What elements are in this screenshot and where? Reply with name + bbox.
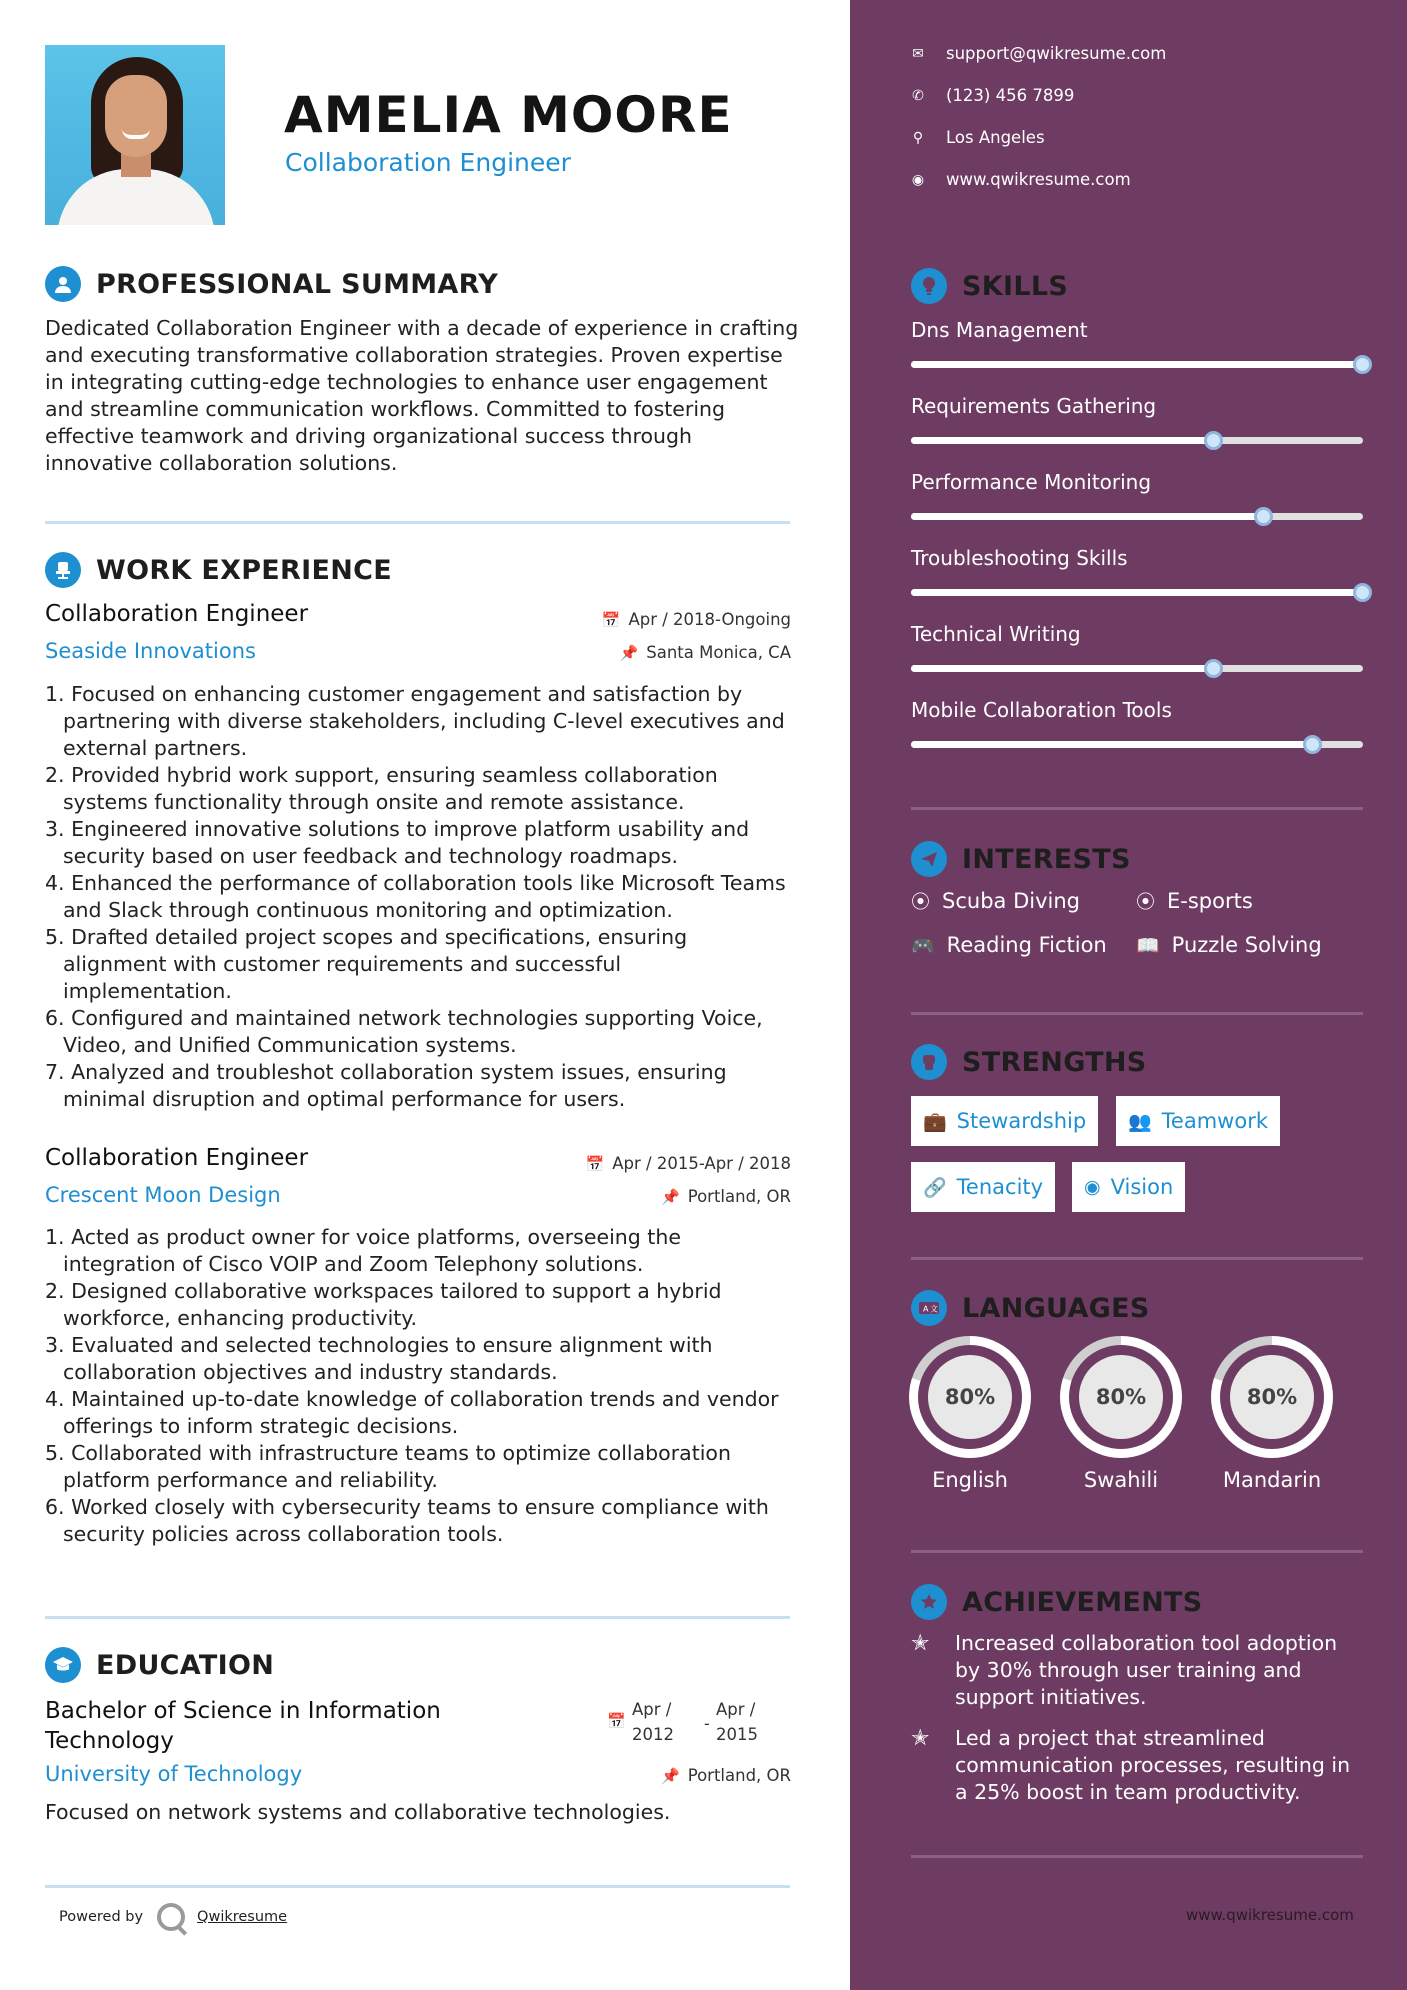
achievement-item: ✭ Increased collaboration tool adoption by 30% through user training and support initiatives. bbox=[911, 1631, 1338, 1709]
svg-text:文: 文 bbox=[930, 1304, 938, 1314]
pin-icon: 📌 bbox=[661, 1187, 680, 1206]
graduation-icon bbox=[45, 1647, 81, 1683]
skill-label: Technical Writing bbox=[911, 622, 1081, 646]
divider bbox=[45, 521, 790, 524]
candidate-name: AMELIA MOORE bbox=[284, 86, 733, 144]
degree: Bachelor of Science in Information Technology bbox=[45, 1698, 441, 1754]
lightbulb-icon bbox=[911, 268, 947, 304]
contact-website[interactable]: ◉ www.qwikresume.com bbox=[911, 170, 1131, 189]
fist-icon bbox=[911, 1044, 947, 1080]
skill-bar-knob bbox=[1353, 355, 1372, 374]
interests-title: INTERESTS bbox=[962, 843, 1131, 875]
qwikresume-logo-icon bbox=[157, 1903, 185, 1931]
skill-bar-knob bbox=[1204, 431, 1223, 450]
interests-heading bbox=[911, 841, 1131, 877]
brand-link[interactable]: Qwikresume bbox=[197, 1909, 288, 1925]
job-date: 📅 Apr / 2015-Apr / 2018 bbox=[585, 1154, 791, 1173]
job-company: Crescent Moon Design bbox=[45, 1183, 281, 1207]
link-icon: 🔗 bbox=[923, 1176, 947, 1199]
job-title: Collaboration Engineer bbox=[45, 1145, 309, 1171]
list-item: 2. Designed collaborative workspaces tailored to support a hybrid workforce, enhancing productivity. bbox=[45, 1279, 722, 1330]
languages-heading bbox=[911, 1290, 1150, 1326]
summary-title: PROFESSIONAL SUMMARY bbox=[96, 268, 499, 300]
languages-title: LANGUAGES bbox=[962, 1292, 1150, 1324]
binoculars-icon: ◉ bbox=[1084, 1176, 1101, 1198]
skill-label: Requirements Gathering bbox=[911, 394, 1157, 418]
skill-bar bbox=[911, 513, 1363, 520]
profile-photo bbox=[45, 45, 225, 225]
job-duties bbox=[45, 1224, 795, 1548]
list-item: 1. Acted as product owner for voice platforms, overseeing the integration of Cisco VOIP and Zoom Telephony solutions. bbox=[45, 1225, 681, 1276]
star-icon bbox=[911, 1584, 947, 1620]
list-item: 6. Configured and maintained network technologies supporting Voice, Video, and Unified Communication systems. bbox=[45, 1006, 763, 1057]
skill-bar-fill bbox=[911, 741, 1313, 748]
divider bbox=[911, 1550, 1363, 1553]
list-item: 3. Engineered innovative solutions to improve platform usability and security based on user feedback and technology roadmaps. bbox=[45, 817, 750, 868]
strength-tag: 🔗 Tenacity bbox=[911, 1162, 1055, 1212]
skill-bar bbox=[911, 589, 1363, 596]
skill-bar-fill bbox=[911, 361, 1363, 368]
skill-bar bbox=[911, 437, 1363, 444]
users-icon: 👥 bbox=[1128, 1110, 1152, 1133]
skill-bar-knob bbox=[1353, 583, 1372, 602]
calendar-icon: 📅 bbox=[601, 610, 621, 629]
list-item: 4. Maintained up-to-date knowledge of collaboration trends and vendor offerings to inform strategic decisions. bbox=[45, 1387, 779, 1438]
skill-bar bbox=[911, 361, 1363, 368]
phone-icon: ✆ bbox=[912, 87, 924, 104]
strengths-title: STRENGTHS bbox=[962, 1046, 1147, 1078]
powered-by: Powered by Qwikresume bbox=[59, 1903, 287, 1931]
divider bbox=[911, 1257, 1363, 1260]
contact-email[interactable]: ✉ support@qwikresume.com bbox=[910, 44, 1166, 63]
skill-bar-knob bbox=[1204, 659, 1223, 678]
calendar-icon: 📅 bbox=[607, 1712, 626, 1730]
language-ring: 80% bbox=[909, 1336, 1031, 1458]
list-item: 6. Worked closely with cybersecurity teams to ensure compliance with security policies across collaboration tools. bbox=[45, 1495, 769, 1546]
briefcase-icon: 💼 bbox=[923, 1110, 947, 1133]
interest-item: 🎮 Reading Fiction bbox=[911, 933, 1107, 957]
language-english: 80% English bbox=[909, 1336, 1031, 1492]
candidate-role: Collaboration Engineer bbox=[285, 148, 571, 177]
strength-tag: 👥 Teamwork bbox=[1116, 1096, 1280, 1146]
divider bbox=[911, 807, 1363, 810]
skill-label: Troubleshooting Skills bbox=[911, 546, 1128, 570]
job-company: Seaside Innovations bbox=[45, 639, 256, 663]
skill-bar bbox=[911, 665, 1363, 672]
achievements-heading bbox=[911, 1584, 1203, 1620]
job-location: 📌 Portland, OR bbox=[661, 1187, 791, 1206]
calendar-icon: 📅 bbox=[585, 1154, 605, 1173]
pin-icon: 📌 bbox=[661, 1766, 680, 1785]
date-separator: - bbox=[704, 1714, 710, 1733]
achievement-item: ✭ Led a project that streamlined communication processes, resulting in a 25% boost in team productivity. bbox=[911, 1726, 1351, 1804]
shooting-star-icon: ✭ bbox=[911, 1631, 930, 1656]
strength-tag: 💼 Stewardship bbox=[911, 1096, 1098, 1146]
footer-website[interactable]: www.qwikresume.com bbox=[1186, 1906, 1354, 1924]
list-item: 5. Collaborated with infrastructure teams to optimize collaboration platform performance and reliability. bbox=[45, 1441, 731, 1492]
divider bbox=[45, 1616, 790, 1619]
edu-location: 📌 Portland, OR bbox=[661, 1766, 791, 1785]
job-date: 📅 Apr / 2018-Ongoing bbox=[601, 610, 791, 629]
life-ring-icon: ⦿ bbox=[1136, 891, 1156, 913]
interest-item: 📖 Puzzle Solving bbox=[1136, 933, 1322, 957]
strength-tag: ◉ Vision bbox=[1072, 1162, 1185, 1212]
list-item: 5. Drafted detailed project scopes and specifications, ensuring alignment with customer requirements and successful implementation. bbox=[45, 925, 688, 1003]
shooting-star-icon: ✭ bbox=[911, 1726, 930, 1751]
skill-label: Performance Monitoring bbox=[911, 470, 1152, 494]
job-duties bbox=[45, 681, 795, 1113]
skill-bar-knob bbox=[1254, 507, 1273, 526]
skills-heading bbox=[911, 268, 1068, 304]
skill-bar-fill bbox=[911, 437, 1214, 444]
pin-icon: 📌 bbox=[619, 643, 639, 662]
edu-note: Focused on network systems and collaborative technologies. bbox=[45, 1800, 671, 1824]
translate-icon bbox=[911, 1290, 947, 1326]
job-location: 📌 Santa Monica, CA bbox=[619, 643, 791, 662]
gamepad-icon: 🎮 bbox=[911, 934, 935, 957]
skill-bar-fill bbox=[911, 589, 1363, 596]
summary-text: Dedicated Collaboration Engineer with a decade of experience in crafting and executing transformative collaboration strategies. Proven expertise in integrating cutting-edge technologies to enhance user engagement and streamline communication workflows. Committed to fostering effective teamwork and driving organizational success through innovative collaboration solutions. bbox=[45, 316, 799, 475]
skill-bar-fill bbox=[911, 513, 1264, 520]
divider bbox=[911, 1855, 1363, 1858]
job-title: Collaboration Engineer bbox=[45, 601, 309, 627]
strengths-heading bbox=[911, 1044, 1147, 1080]
book-icon: 📖 bbox=[1136, 934, 1160, 957]
work-title: WORK EXPERIENCE bbox=[96, 554, 392, 586]
education-heading bbox=[45, 1647, 274, 1683]
contact-phone: ✆ (123) 456 7899 bbox=[910, 86, 1074, 105]
skill-bar-fill bbox=[911, 665, 1214, 672]
skill-label: Dns Management bbox=[911, 318, 1088, 342]
list-item: 1. Focused on enhancing customer engagement and satisfaction by partnering with diverse stakeholders, including C-level executives and external partners. bbox=[45, 682, 785, 760]
list-item: 7. Analyzed and troubleshot collaboration system issues, ensuring minimal disruption and optimal performance for users. bbox=[45, 1060, 727, 1111]
list-item: 2. Provided hybrid work support, ensuring seamless collaboration systems functionality through onsite and remote assistance. bbox=[45, 763, 718, 814]
education-title: EDUCATION bbox=[96, 1649, 275, 1681]
skill-label: Mobile Collaboration Tools bbox=[911, 698, 1172, 722]
life-ring-icon: ⦿ bbox=[911, 891, 931, 913]
list-item: 4. Enhanced the performance of collaboration tools like Microsoft Teams and Slack through continuous monitoring and optimization. bbox=[45, 871, 786, 922]
skill-bar bbox=[911, 741, 1363, 748]
paper-plane-icon bbox=[911, 841, 947, 877]
envelope-icon: ✉ bbox=[912, 45, 924, 62]
school: University of Technology bbox=[45, 1762, 303, 1786]
language-mandarin: 80% Mandarin bbox=[1211, 1336, 1333, 1492]
edu-start-date: Apr / 2012 bbox=[632, 1700, 674, 1744]
edu-end-date: Apr / 2015 bbox=[716, 1700, 758, 1744]
list-item: 3. Evaluated and selected technologies to ensure alignment with collaboration objectives and industry standards. bbox=[45, 1333, 713, 1384]
user-icon bbox=[45, 266, 81, 302]
language-swahili: 80% Swahili bbox=[1060, 1336, 1182, 1492]
language-ring: 80% bbox=[1060, 1336, 1182, 1458]
interest-item: ⦿ E-sports bbox=[1136, 888, 1253, 913]
map-pin-icon: ⚲ bbox=[912, 129, 924, 146]
contact-location: ⚲ Los Angeles bbox=[910, 128, 1045, 147]
work-heading bbox=[45, 552, 392, 588]
divider bbox=[911, 1012, 1363, 1015]
skills-title: SKILLS bbox=[962, 270, 1069, 302]
divider bbox=[45, 1885, 790, 1888]
interest-item: ⦿ Scuba Diving bbox=[911, 888, 1080, 913]
briefcase-chair-icon bbox=[45, 552, 81, 588]
globe-icon: ◉ bbox=[911, 171, 925, 188]
language-ring: 80% bbox=[1211, 1336, 1333, 1458]
svg-text:A: A bbox=[923, 1304, 929, 1314]
achievements-title: ACHIEVEMENTS bbox=[962, 1586, 1203, 1618]
summary-heading bbox=[45, 266, 498, 302]
